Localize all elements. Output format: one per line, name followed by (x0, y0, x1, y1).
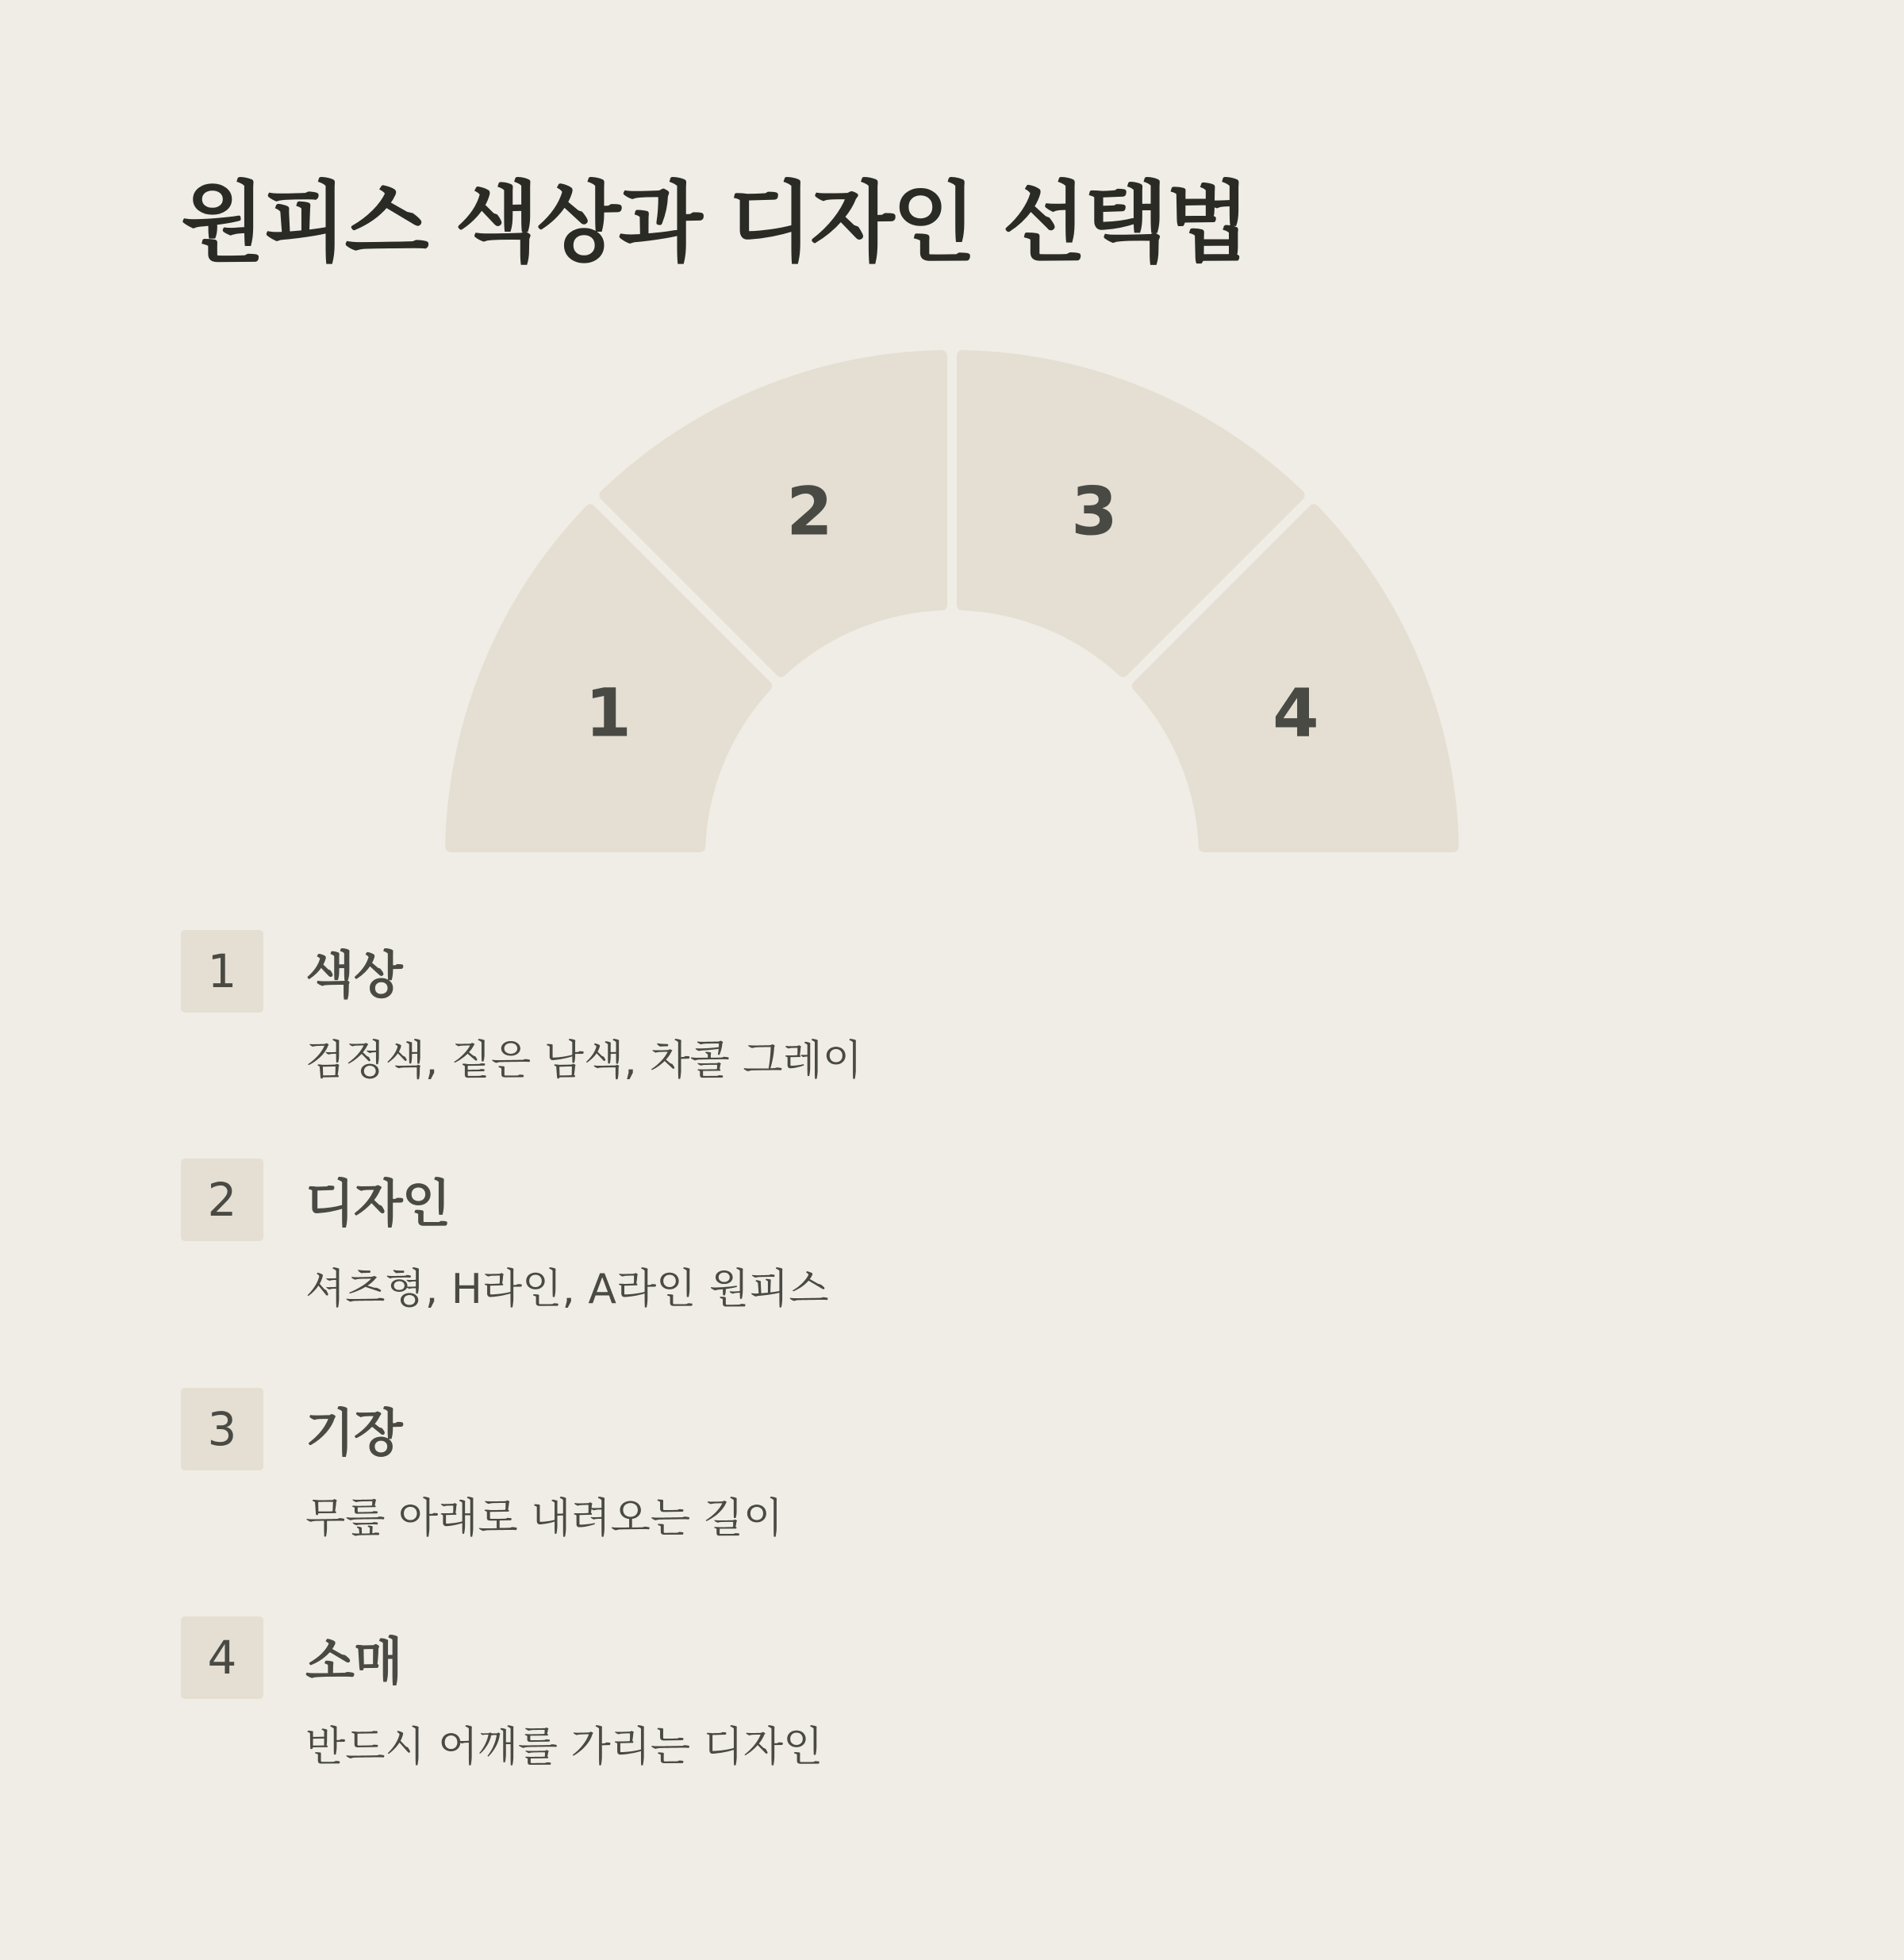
item-title: 기장 (305, 1405, 402, 1463)
arc-segment-label-1: 1 (585, 674, 631, 752)
item-title: 색상 (305, 947, 402, 1005)
item-description: 무릎 아래로 내려오는 길이 (305, 1495, 784, 1543)
list-item-4 (181, 1616, 1688, 1807)
arc-segment-label-4: 4 (1273, 674, 1319, 752)
item-title: 디자인 (305, 1175, 451, 1234)
item-description: 셔츠형, H라인, A라인 원피스 (305, 1266, 829, 1313)
item-number-badge: 4 (181, 1616, 263, 1699)
arc-segment-label-2: 2 (786, 472, 833, 551)
item-number-badge: 2 (181, 1159, 263, 1241)
page-title: 원피스 색상과 디자인 선택법 (181, 172, 1249, 274)
list-item-1 (181, 930, 1688, 1120)
list-item-3 (181, 1388, 1688, 1578)
arc-diagram (0, 0, 1904, 873)
item-title: 소매 (305, 1633, 402, 1692)
list-item-2 (181, 1159, 1688, 1349)
arc-segment-label-3: 3 (1071, 472, 1118, 551)
item-number-badge: 3 (181, 1388, 263, 1470)
item-number-badge: 1 (181, 930, 263, 1013)
item-description: 검정색, 짙은 남색, 차콜 그레이 (305, 1037, 862, 1085)
item-description: 반드시 어깨를 가리는 디자인 (305, 1724, 823, 1771)
